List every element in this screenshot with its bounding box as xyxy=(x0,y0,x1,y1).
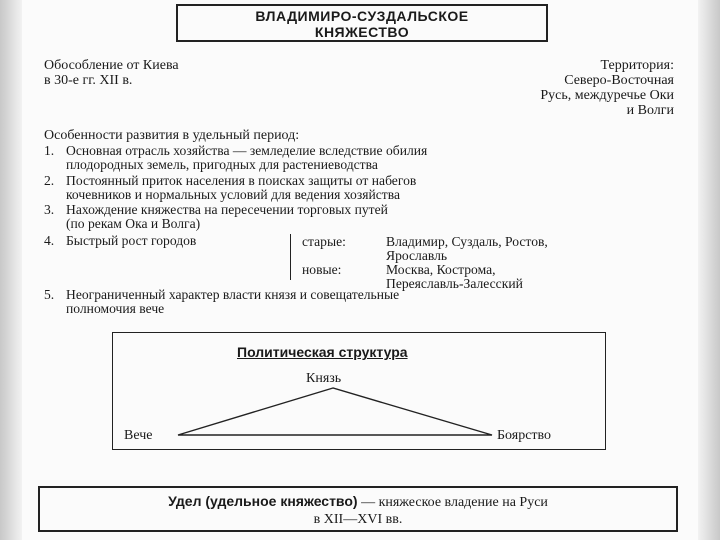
feature-item-1 xyxy=(44,144,427,172)
node-prince: Князь xyxy=(306,371,342,386)
feature-text: Основная отрасль хозяйства — земледелие вследствие обилия xyxy=(66,143,428,158)
territory-line-3: Русь, междуречье Оки xyxy=(540,88,674,103)
left-shadow xyxy=(0,0,22,540)
feature-text-cont: кочевников и нормальных условий для ведения хозяйства xyxy=(66,187,401,202)
definition-term: Удел (удельное княжество) xyxy=(168,493,358,509)
cities-old-line-1: Владимир, Суздаль, Ростов, xyxy=(386,234,548,249)
feature-number: 5. xyxy=(44,287,55,302)
title-line-2: КНЯЖЕСТВО xyxy=(314,24,410,40)
separation-block xyxy=(44,58,179,88)
cities-bracket xyxy=(290,234,291,280)
cities-new-label: новые: xyxy=(302,262,342,277)
feature-item-3 xyxy=(44,203,388,231)
feature-number: 3. xyxy=(44,202,55,217)
definition-box xyxy=(38,486,678,532)
title-line-1: ВЛАДИМИРО-СУЗДАЛЬСКОЕ xyxy=(255,8,469,24)
territory-block xyxy=(540,58,674,118)
territory-line-2: Северо-Восточная xyxy=(564,73,674,88)
cities-old-label: старые: xyxy=(302,234,346,249)
cities-new-line-1: Москва, Кострома, xyxy=(386,262,496,277)
feature-text-cont: полномочия вече xyxy=(66,301,165,316)
feature-item-5 xyxy=(44,288,399,316)
feature-text-cont: (по рекам Ока и Волга) xyxy=(66,216,201,231)
feature-number: 1. xyxy=(44,143,55,158)
feature-text: Постоянный приток населения в поисках защиты от набегов xyxy=(66,173,417,188)
title-box xyxy=(176,4,548,42)
territory-line-1: Территория: xyxy=(600,58,674,73)
feature-item-2 xyxy=(44,174,416,202)
feature-number: 2. xyxy=(44,173,55,188)
separation-line-2: в 30-е гг. XII в. xyxy=(44,73,133,88)
definition-line-1 xyxy=(40,493,676,511)
feature-item-4 xyxy=(44,234,196,248)
definition-text-2: в XII—XVI вв. xyxy=(313,512,403,527)
feature-text: Нахождение княжества на пересечении торговых путей xyxy=(66,202,388,217)
cities-new-line-2: Переяславль-Залесский xyxy=(386,276,523,291)
node-veche: Вече xyxy=(124,428,153,443)
node-boyars: Боярство xyxy=(497,428,552,443)
feature-text-cont: плодородных земель, пригодных для растениеводства xyxy=(66,157,378,172)
separation-line-1: Обособление от Киева xyxy=(44,58,179,73)
structure-title: Политическая структура xyxy=(237,344,408,360)
features-heading: Особенности развития в удельный период: xyxy=(44,128,300,143)
feature-number: 4. xyxy=(44,233,55,248)
definition-text-1: княжеское владение на Руси xyxy=(378,495,548,510)
feature-text: Неограниченный характер власти князя и совещательные xyxy=(66,287,400,302)
cities-old-line-2: Ярославль xyxy=(386,248,448,263)
feature-text: Быстрый рост городов xyxy=(66,233,197,248)
right-shadow xyxy=(698,0,720,540)
territory-line-4: и Волги xyxy=(626,103,674,118)
definition-dash: — xyxy=(357,495,379,510)
